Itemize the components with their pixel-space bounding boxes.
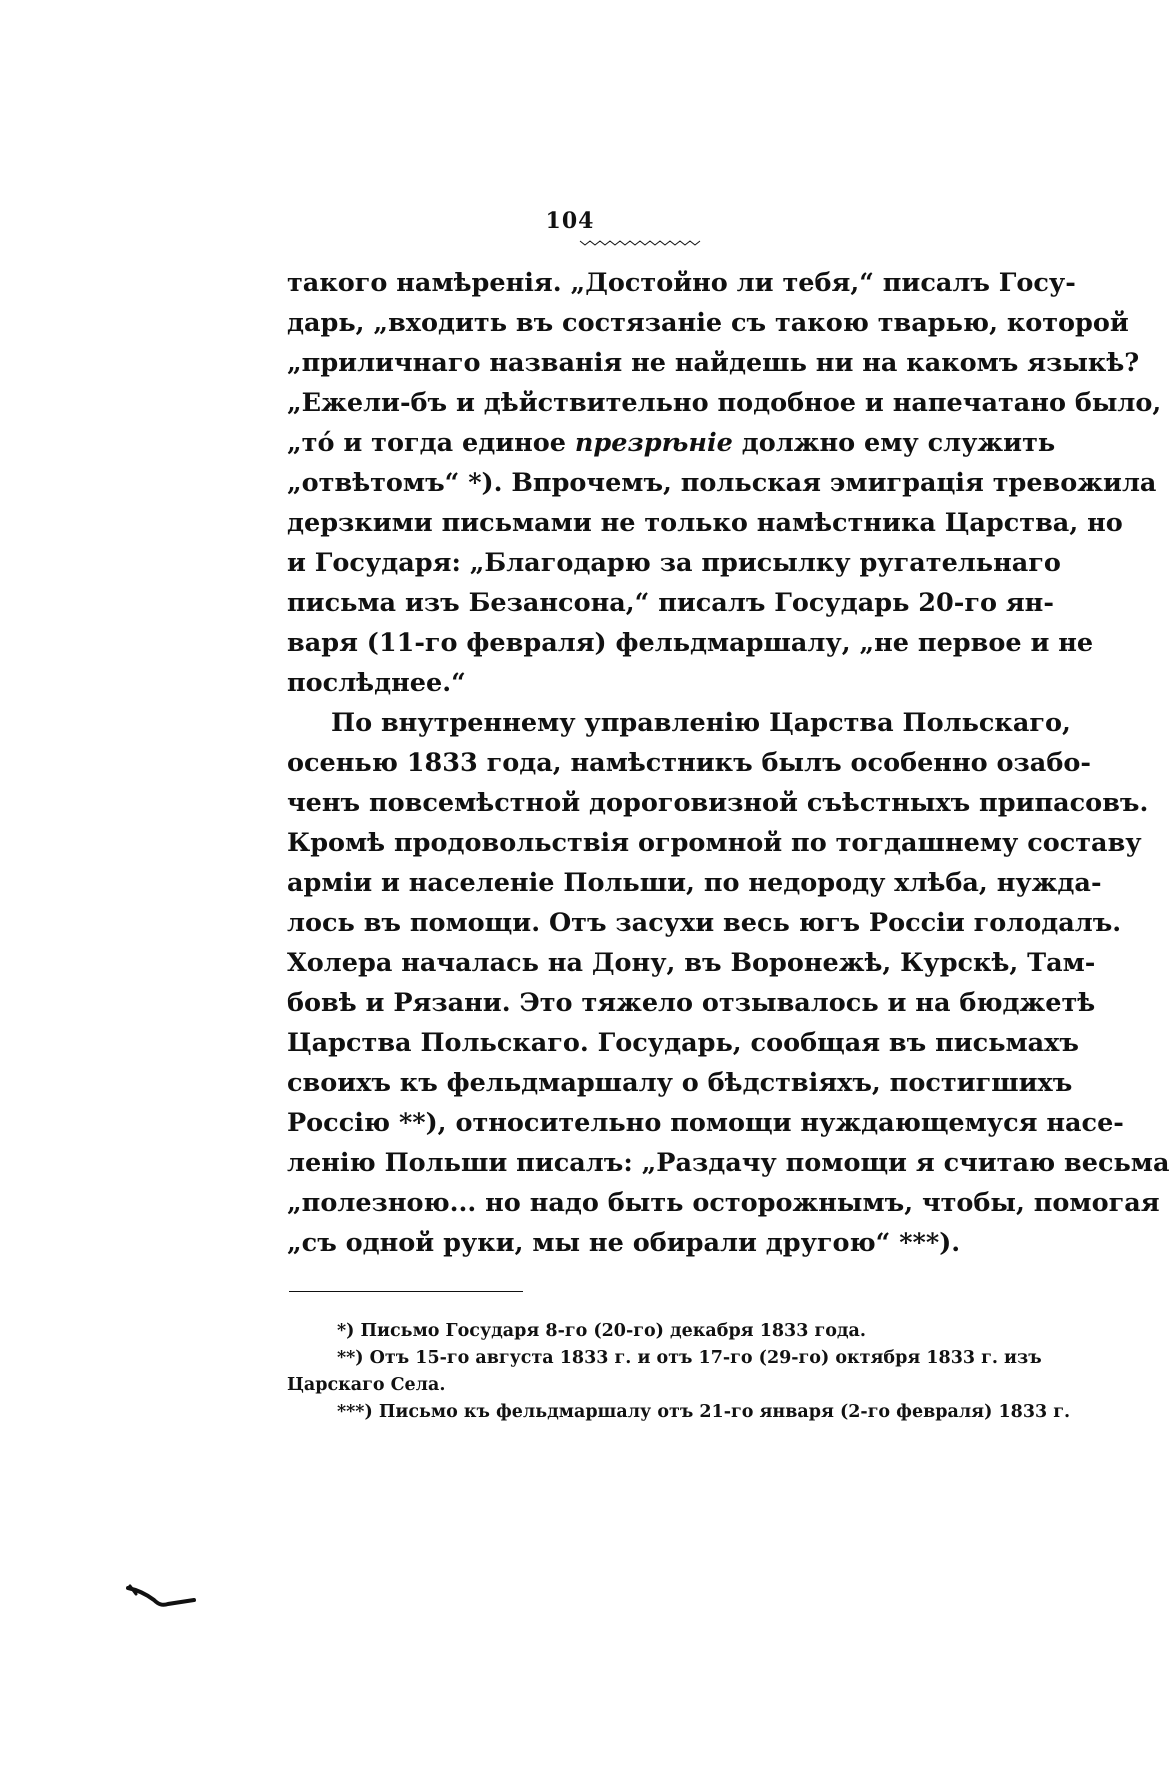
- text-line: Кромѣ продовольствія огромной по тогдашнему составу: [287, 828, 1142, 858]
- footnote-line: ***) Письмо къ фельдмаршалу отъ 21-го января (2-го февраля) 1833 г.: [337, 1402, 1071, 1422]
- text-line: „отвѣтомъ“ *). Впрочемъ, польская эмиграція тревожила: [287, 468, 1157, 498]
- text-line: „Ежели-бъ и дѣйствительно подобное и напечатано было,: [287, 388, 1162, 418]
- text-line: и Государя: „Благодарю за присылку ругательнаго: [287, 548, 1061, 578]
- page-number-ornament: [580, 240, 700, 246]
- text-line: дерзкими письмами не только намѣстника Царства, но: [287, 508, 1123, 538]
- text-segment: должно ему служить: [732, 428, 1056, 458]
- footnote-line: *) Письмо Государя 8-го (20-го) декабря 1833 года.: [337, 1321, 866, 1341]
- text-line: варя (11-го февраля) фельдмаршалу, „не первое и не: [287, 628, 1094, 658]
- body-text: [287, 263, 1169, 1263]
- text-line: Царства Польскаго. Государь, сообщая въ письмахъ: [287, 1028, 1079, 1058]
- footnote-line: Царскаго Села.: [287, 1375, 446, 1395]
- text-line: лось въ помощи. Отъ засухи весь югъ Россіи голодалъ.: [287, 908, 1122, 938]
- text-line: такого намѣренія. „Достойно ли тебя,“ писалъ Госу-: [287, 268, 1076, 298]
- footnotes: [287, 1318, 1071, 1426]
- text-line: [287, 423, 1056, 463]
- text-line: „съ одной руки, мы не обирали другою“ ***).: [287, 1228, 961, 1258]
- text-line: По внутреннему управленію Царства Польскаго,: [331, 708, 1071, 738]
- text-line: своихъ къ фельдмаршалу о бѣдствіяхъ, постигшихъ: [287, 1068, 1073, 1098]
- text-line: арміи и населеніе Польши, по недороду хлѣба, нужда-: [287, 868, 1102, 898]
- text-line: ченъ повсемѣстной дороговизной съѣстныхъ припасовъ.: [287, 788, 1149, 818]
- text-line: письма изъ Безансона,“ писалъ Государь 20-го ян-: [287, 588, 1054, 618]
- text-line: дарь, „входить въ состязаніе съ такою тварью, которой: [287, 308, 1129, 338]
- text-line: „приличнаго названія не найдешь ни на какомъ языкѣ?: [287, 348, 1140, 378]
- text-segment: „то́ и тогда единое: [287, 428, 575, 458]
- text-line: бовѣ и Рязани. Это тяжело отзывалось и на бюджетѣ: [287, 988, 1096, 1018]
- footnote-line: **) Отъ 15-го августа 1833 г. и отъ 17-го (29-го) октября 1833 г. изъ: [337, 1348, 1042, 1368]
- text-line: ленію Польши писалъ: „Раздачу помощи я считаю весьма: [287, 1148, 1169, 1178]
- text-line: послѣднее.“: [287, 668, 466, 698]
- text-line: „полезною... но надо быть осторожнымъ, чтобы, помогая: [287, 1188, 1160, 1218]
- emphasized-word: презрѣніе: [574, 428, 733, 458]
- text-line: Россію **), относительно помощи нуждающемуся насе-: [287, 1108, 1124, 1138]
- text-line: Холера началась на Дону, въ Воронежѣ, Курскѣ, Там-: [287, 948, 1096, 978]
- text-line: осенью 1833 года, намѣстникъ былъ особенно озабо-: [287, 748, 1091, 778]
- page-number: 104: [545, 208, 595, 234]
- scan-mark-icon: [126, 1580, 196, 1610]
- footnote-separator: [289, 1291, 523, 1292]
